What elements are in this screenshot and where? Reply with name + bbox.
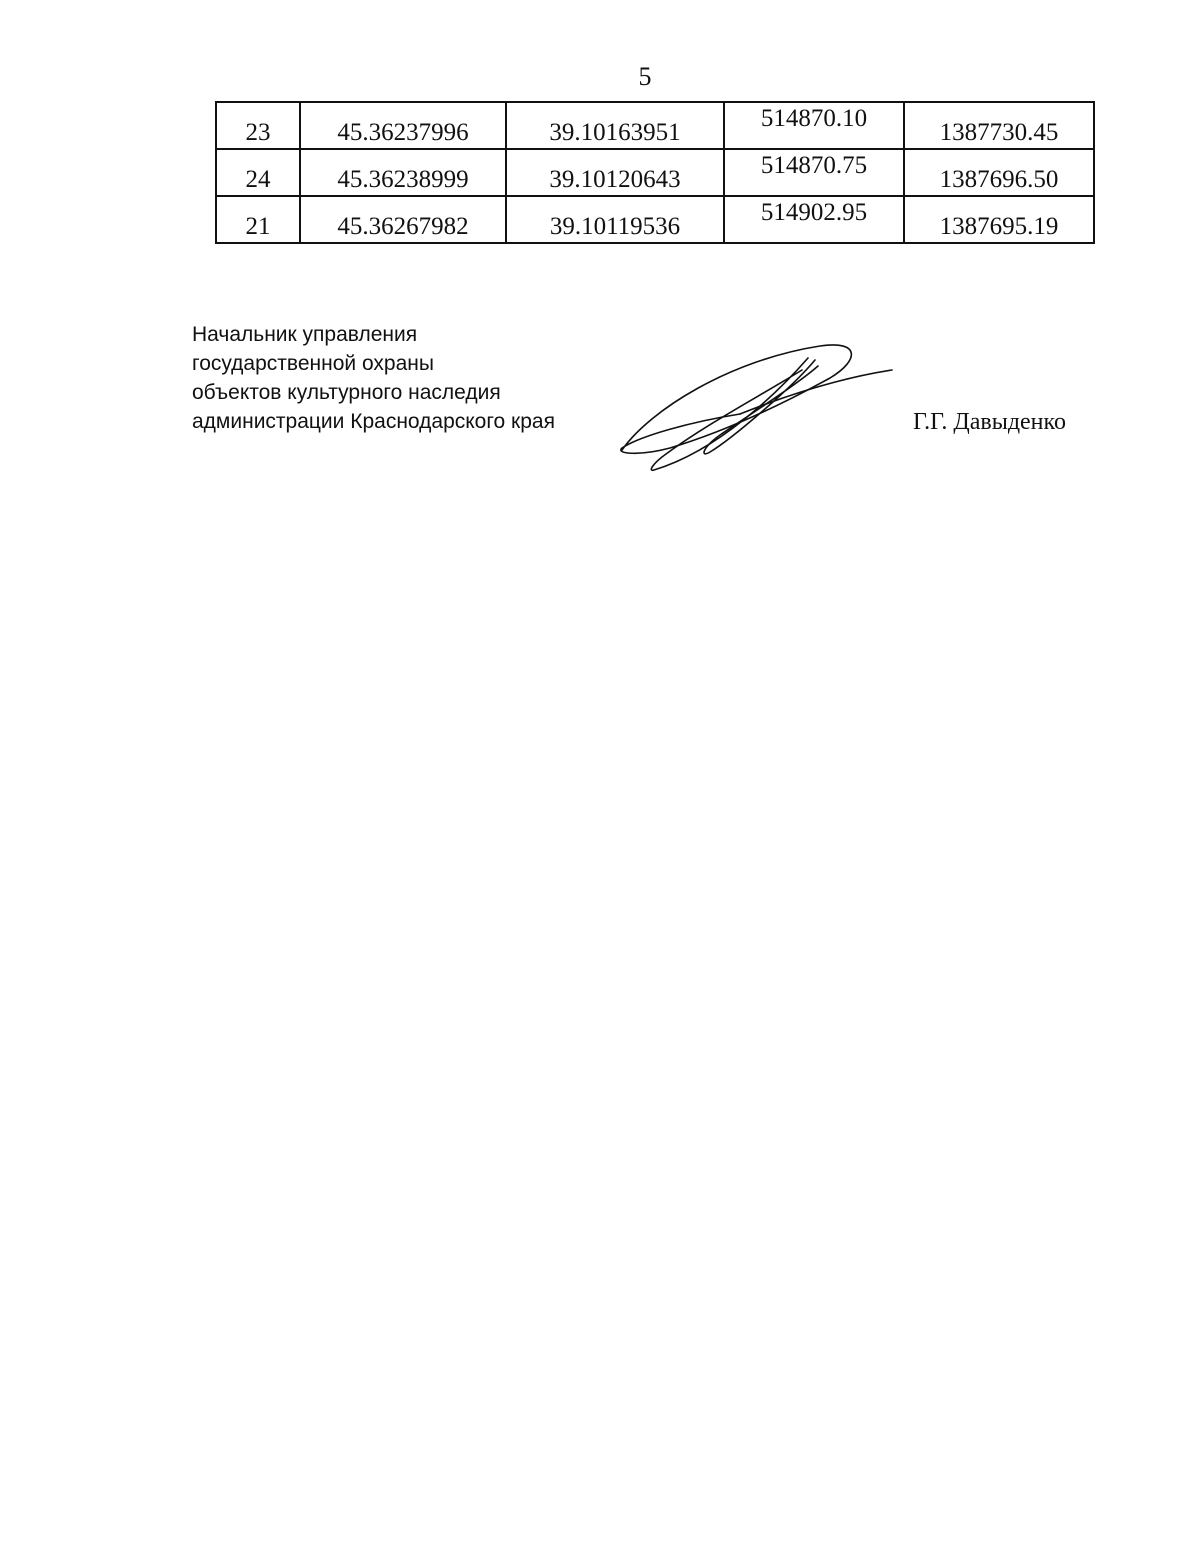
table-row (216, 102, 1094, 149)
point-number-cell: 21 (216, 196, 300, 243)
latitude-cell: 45.36238999 (300, 149, 506, 196)
signatory-title-line: Начальник управления (192, 323, 418, 346)
longitude-cell: 39.10163951 (506, 102, 724, 149)
signature-stroke (651, 358, 808, 470)
signer-name: Г.Г. Давыденко (913, 409, 1066, 435)
y-coordinate-cell: 1387730.45 (904, 102, 1094, 149)
latitude-cell: 45.36267982 (300, 196, 506, 243)
x-coordinate-cell: 514902.95 (724, 196, 904, 243)
x-coordinate-cell: 514870.10 (724, 102, 904, 149)
signatory-title (192, 320, 555, 436)
table-row (216, 149, 1094, 196)
signatory-title-line: администрации Краснодарского края (192, 410, 555, 433)
point-number-cell: 23 (216, 102, 300, 149)
signature-stroke (740, 370, 892, 414)
x-coordinate-cell: 514870.75 (724, 149, 904, 196)
longitude-cell: 39.10120643 (506, 149, 724, 196)
handwritten-signature (610, 330, 900, 480)
coordinates-table (215, 101, 1095, 244)
latitude-cell: 45.36237996 (300, 102, 506, 149)
signatory-title-line: государственной охраны (192, 352, 434, 375)
table-row (216, 196, 1094, 243)
page-number: 5 (638, 62, 652, 91)
y-coordinate-cell: 1387696.50 (904, 149, 1094, 196)
signature-stroke (704, 360, 818, 454)
y-coordinate-cell: 1387695.19 (904, 196, 1094, 243)
signature-stroke (621, 345, 852, 453)
signatory-title-line: объектов культурного наследия (192, 381, 501, 404)
longitude-cell: 39.10119536 (506, 196, 724, 243)
point-number-cell: 24 (216, 149, 300, 196)
